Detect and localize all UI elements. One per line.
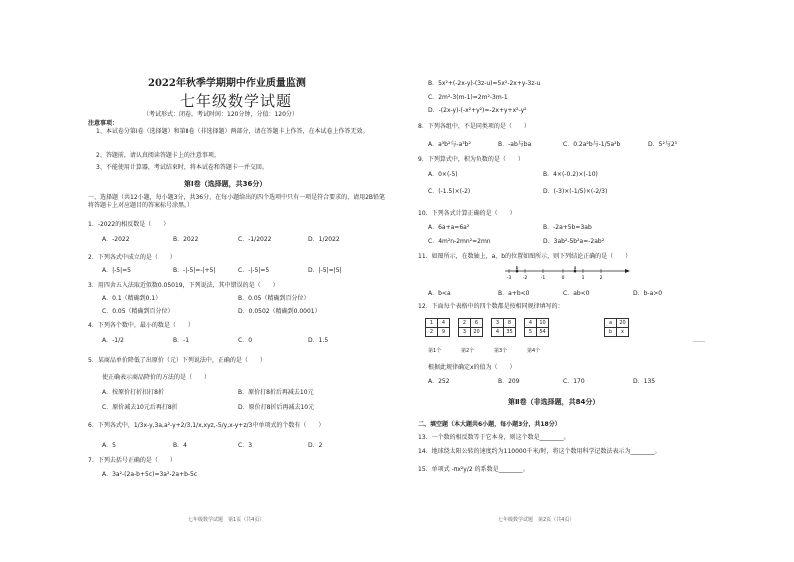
q7-option-b: B．5x²+(-2x-y)-(3z-u)=5x²-2x+y-3z-u bbox=[428, 80, 541, 87]
q12-grid-cell: 10 bbox=[537, 319, 549, 328]
q5-stem: 5．某商品单价降低了出原价（元）下列说法中，正确的是（ ） bbox=[88, 357, 266, 364]
q12-grid-cell: 2 bbox=[459, 319, 471, 328]
q3-option-d: D．0.0502（精确到0.0001） bbox=[238, 308, 321, 315]
q1-option-a: A．-2022 bbox=[102, 236, 130, 243]
page-footer-right: 七年级数学试题 第2页（共4页） bbox=[498, 517, 575, 523]
q12-grid-cell: 4 bbox=[492, 328, 504, 337]
number-line-label: a bbox=[573, 266, 577, 271]
exam-title: 2022年秋季学期期中作业质量监测 bbox=[148, 78, 306, 89]
q11-stem: 11．如图所示，在数轴上，a、b的位置如图所示，则下列结论正确的是（ ） bbox=[418, 253, 632, 260]
note-3: 3、不能使用计算器，考试结束时，将本试卷和答题卡一并交回。 bbox=[96, 164, 268, 171]
q3-option-c: C．0.05（精确到百分位） bbox=[102, 308, 174, 315]
number-line-label: 2 bbox=[599, 276, 603, 280]
q1-option-c: C．-1/2022 bbox=[238, 236, 272, 243]
q12-grid bbox=[425, 318, 450, 337]
q5-option-b: B．原价打8折后再减去10元 bbox=[238, 389, 314, 396]
note-2: 2、答题前，请认真阅读答题卡上的注意事项。 bbox=[96, 152, 220, 159]
q8-option-a: A．a³b²与-a³b² bbox=[428, 141, 471, 148]
q10-option-b: B．-2a+5b=3ab bbox=[543, 224, 592, 231]
note-1: 1、本试卷分第Ⅰ卷（选择题）和第Ⅱ卷（非选择题）两部分，请在答题卡上作答，在本试卷上作答无效。 bbox=[96, 128, 369, 135]
q7-option-d: D．-(2x-y)-(-x²+y²)=-2x+y+x²-y² bbox=[428, 107, 527, 114]
q4-option-d: D．1.5 bbox=[308, 337, 329, 344]
q5-stem-line2: 使正确表示商品降价的方法的是（ ） bbox=[102, 374, 211, 381]
q9-stem: 9．下列算式中，积为负数的是（ ） bbox=[418, 156, 524, 163]
q12-option-b: B．209 bbox=[498, 378, 520, 385]
q12-grid-cell: 35 bbox=[504, 328, 516, 337]
q5-option-d: D．原价打8折后再减去10元 bbox=[238, 404, 315, 411]
q4-option-a: A．-1/2 bbox=[102, 337, 124, 344]
q2-option-b: B．-|-5|=-|+5| bbox=[173, 267, 216, 274]
q11-option-a: A．b<a bbox=[428, 290, 451, 297]
q1-stem: 1．-2022的相反数是（ ） bbox=[88, 221, 170, 228]
q4-stem: 4．下列各个数中，最小的数是（ ） bbox=[88, 322, 194, 329]
notes-title: 注意事项： bbox=[88, 120, 119, 127]
q12-option-d: D．135 bbox=[633, 378, 656, 385]
q12-grid-cell: 1 bbox=[426, 319, 438, 328]
q8-option-d: D．5²与2⁵ bbox=[648, 141, 678, 148]
number-line-figure bbox=[505, 266, 630, 280]
number-line-label: -3 bbox=[506, 276, 512, 280]
q12-grid bbox=[458, 318, 483, 337]
q2-option-a: A．|-5|=5 bbox=[102, 267, 131, 274]
q5-option-a: A．按原价打折扣打8折 bbox=[102, 389, 164, 396]
number-line-label: 1 bbox=[581, 276, 585, 280]
q7-option-a: A．3a²-(2a-b+5c)=3a²-2a+b-5c bbox=[102, 471, 198, 478]
q12-grid-cell: 9 bbox=[438, 328, 450, 337]
q12-grid-caption: 第4个 bbox=[527, 348, 541, 354]
q12-grid-cell: 2 bbox=[426, 328, 438, 337]
q12-grid bbox=[524, 318, 549, 337]
q8-option-c: C．0.2a²b与-1/5a²b bbox=[563, 141, 621, 148]
q2-option-d: D．|-5|=|5| bbox=[308, 267, 342, 274]
q10-option-d: D．3ab²-5b²a=-2ab² bbox=[543, 238, 605, 245]
left-page bbox=[88, 0, 388, 562]
q12-ellipsis: …… bbox=[693, 337, 705, 344]
exam-info: （考试形式：闭卷，考试时间：120分钟，分值：120分） bbox=[143, 111, 298, 118]
q9-option-d: D．(-3)×(-1/5)×(-2/3) bbox=[543, 188, 608, 195]
q11-option-b: B．a+b<0 bbox=[498, 290, 530, 297]
number-line-label: b bbox=[515, 266, 519, 271]
q12-grid-cell: 8 bbox=[504, 319, 516, 328]
q6-option-c: C．3 bbox=[238, 442, 253, 449]
q12-grid bbox=[491, 318, 516, 337]
q10-option-a: A．6a+a=6a² bbox=[428, 224, 470, 231]
mc-heading: 一、选择题（共12小题，每小题3分，共36分，在每小题给出的四个选项中只有一项是符合要求的，请用2B铅笔将答题卡上对应题目的答案标号涂黑。） bbox=[88, 194, 386, 209]
q11-option-c: C．ab<0 bbox=[563, 290, 590, 297]
q12-grid-cell: x bbox=[617, 328, 629, 337]
q12-grid-caption: 第1个 bbox=[428, 348, 442, 354]
q12-grid-cell: 20 bbox=[617, 319, 629, 328]
q10-option-c: C．4m²n-2mn²=2mn bbox=[428, 238, 491, 245]
q4-option-b: B．-1 bbox=[173, 337, 190, 344]
part2-title: 第Ⅱ卷（非选择题，共84分） bbox=[508, 398, 600, 406]
fill-heading: 二、填空题（本大题共6小题，每小题3分，共18分） bbox=[418, 421, 561, 428]
q13-stem: 13．一个数的相反数等于它本身，则这个数是________。 bbox=[418, 434, 570, 441]
q15-stem: 15．单项式 -πx²y/2 的系数是________。 bbox=[418, 466, 529, 473]
q3-stem: 3．用四舍五入法取近似数0.05019，下列说法，其中错误的是（ ） bbox=[88, 282, 279, 289]
q12-grid-caption: 第3个 bbox=[494, 348, 508, 354]
q12-grid-cell: 6 bbox=[471, 319, 483, 328]
q8-stem: 8．下列各组中，不是同类项的是（ ） bbox=[418, 123, 530, 130]
q12-grid-cell: 3 bbox=[459, 328, 471, 337]
q1-option-b: B．2022 bbox=[173, 236, 199, 243]
exam-subject: 七年级数学试题 bbox=[180, 92, 293, 110]
part1-title: 第Ⅰ卷（选择题，共36分） bbox=[184, 180, 267, 188]
q2-stem: 2．下列各式中成立的是（ ） bbox=[88, 254, 176, 261]
q14-stem: 14．地球绕太阳公转的速度约为110000千米/时，将这个数用科学记数法表示为________。 bbox=[418, 448, 661, 455]
q3-option-b: B．0.05（精确到百分位） bbox=[238, 295, 310, 302]
q12-stem: 12．下面每个表格中的四个数都是按相同规律填写的： bbox=[418, 303, 564, 310]
q9-option-a: A．0×(-5) bbox=[428, 171, 458, 178]
q12-option-a: A．252 bbox=[428, 378, 450, 385]
number-line-label: -2 bbox=[522, 276, 528, 280]
right-page bbox=[418, 0, 718, 562]
q10-stem: 10．下列各式计算正确的是（ ） bbox=[418, 210, 516, 217]
q7-stem: 7．下列去括号正确的是（ ） bbox=[88, 457, 176, 464]
q11-option-d: D．b-a>0 bbox=[633, 290, 663, 297]
q12-grid-cell: 3 bbox=[492, 319, 504, 328]
page-footer-left: 七年级数学试题 第1页（共4页） bbox=[188, 517, 265, 523]
number-line-ticks bbox=[507, 266, 603, 280]
number-line-arrow bbox=[625, 269, 630, 273]
q1-option-d: D．1/2022 bbox=[308, 236, 340, 243]
q12-grid-cell: 4 bbox=[438, 319, 450, 328]
q12-grid-cell: b bbox=[605, 328, 617, 337]
q4-option-c: C．0 bbox=[238, 337, 253, 344]
q8-option-b: B．-ab与ba bbox=[498, 141, 532, 148]
q12-grid bbox=[604, 318, 629, 337]
q3-option-a: A．0.1（精确到0.1） bbox=[102, 295, 162, 302]
q9-option-b: B．4×(-0.2)×(-10) bbox=[543, 171, 598, 178]
q6-option-d: D．2 bbox=[308, 442, 323, 449]
q12-grid-cell: a bbox=[605, 319, 617, 328]
q12-grid-cell: 54 bbox=[537, 328, 549, 337]
q9-option-c: C．(-1.5)×(-2) bbox=[428, 188, 471, 195]
q7-option-c: C．2m²-3(m-1)=2m²-3m-1 bbox=[428, 94, 508, 101]
q12-grid-cell: 4 bbox=[525, 319, 537, 328]
q6-option-a: A．5 bbox=[102, 442, 116, 449]
q12-stem-line2: 根据此规律确定x的值为（ ） bbox=[428, 364, 516, 371]
q5-option-c: C．原价减去10元后再打8折 bbox=[102, 404, 178, 411]
number-line-label: 0 bbox=[561, 276, 565, 280]
q12-grid-cell: 5 bbox=[525, 328, 537, 337]
q2-option-c: C．-|-5|=5 bbox=[238, 267, 270, 274]
q12-grid-caption: 第2个 bbox=[461, 348, 475, 354]
q6-stem: 6．下列各式中，1/3x-y,3a,a²-y+2/3,1/x,xyz,-5/y,x-y+z/3中单项式的个数有（ ） bbox=[88, 422, 325, 429]
q6-option-b: B．4 bbox=[173, 442, 187, 449]
q12-option-c: C．170 bbox=[563, 378, 585, 385]
q12-grid-cell: 20 bbox=[471, 328, 483, 337]
number-line-label: -1 bbox=[540, 276, 546, 280]
